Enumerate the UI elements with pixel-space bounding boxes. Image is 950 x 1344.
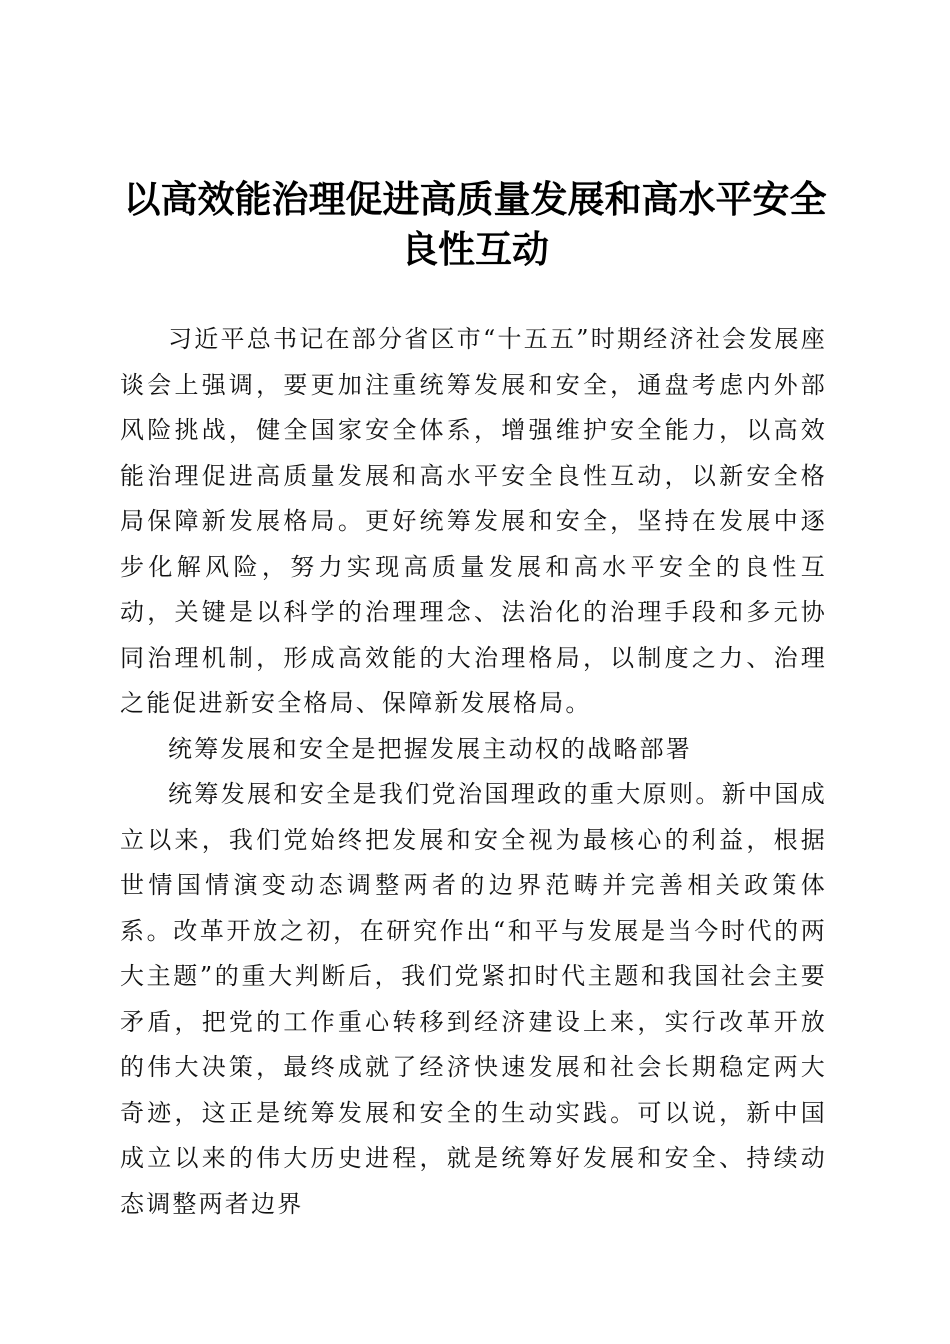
document-body [120, 317, 827, 1227]
paragraph-intro: 习近平总书记在部分省区市“十五五”时期经济社会发展座谈会上强调，要更加注重统筹发展和安全，通盘考虑内外部风险挑战，健全国家安全体系，增强维护安全能力，以高效能治理促进高质量发展和高水平安全良性互动，以新安全格局保障新发展格局。更好统筹发展和安全，坚持在发展中逐步化解风险，努力实现高质量发展和高水平安全的良性互动，关键是以科学的治理理念、法治化的治理手段和多元协同治理机制，形成高效能的大治理格局，以制度之力、治理之能促进新安全格局、保障新发展格局。 [120, 325, 827, 717]
section-heading: 统筹发展和安全是把握发展主动权的战略部署 [168, 734, 692, 763]
document-title: 以高效能治理促进高质量发展和高水平安全良性互动 [123, 177, 827, 271]
paragraph-section-1: 统筹发展和安全是我们党治国理政的重大原则。新中国成立以来，我们党始终把发展和安全视为最核心的利益，根据世情国情演变动态调整两者的边界范畴并完善相关政策体系。改革开放之初，在研究作出“和平与发展是当今时代的两大主题”的重大判断后，我们党紧扣时代主题和我国社会主要矛盾，把党的工作重心转移到经济建设上来，实行改革开放的伟大决策，最终成就了经济快速发展和社会长期稳定两大奇迹，这正是统筹发展和安全的生动实践。可以说，新中国成立以来的伟大历史进程，就是统筹好发展和安全、持续动态调整两者边界 [120, 780, 827, 1218]
